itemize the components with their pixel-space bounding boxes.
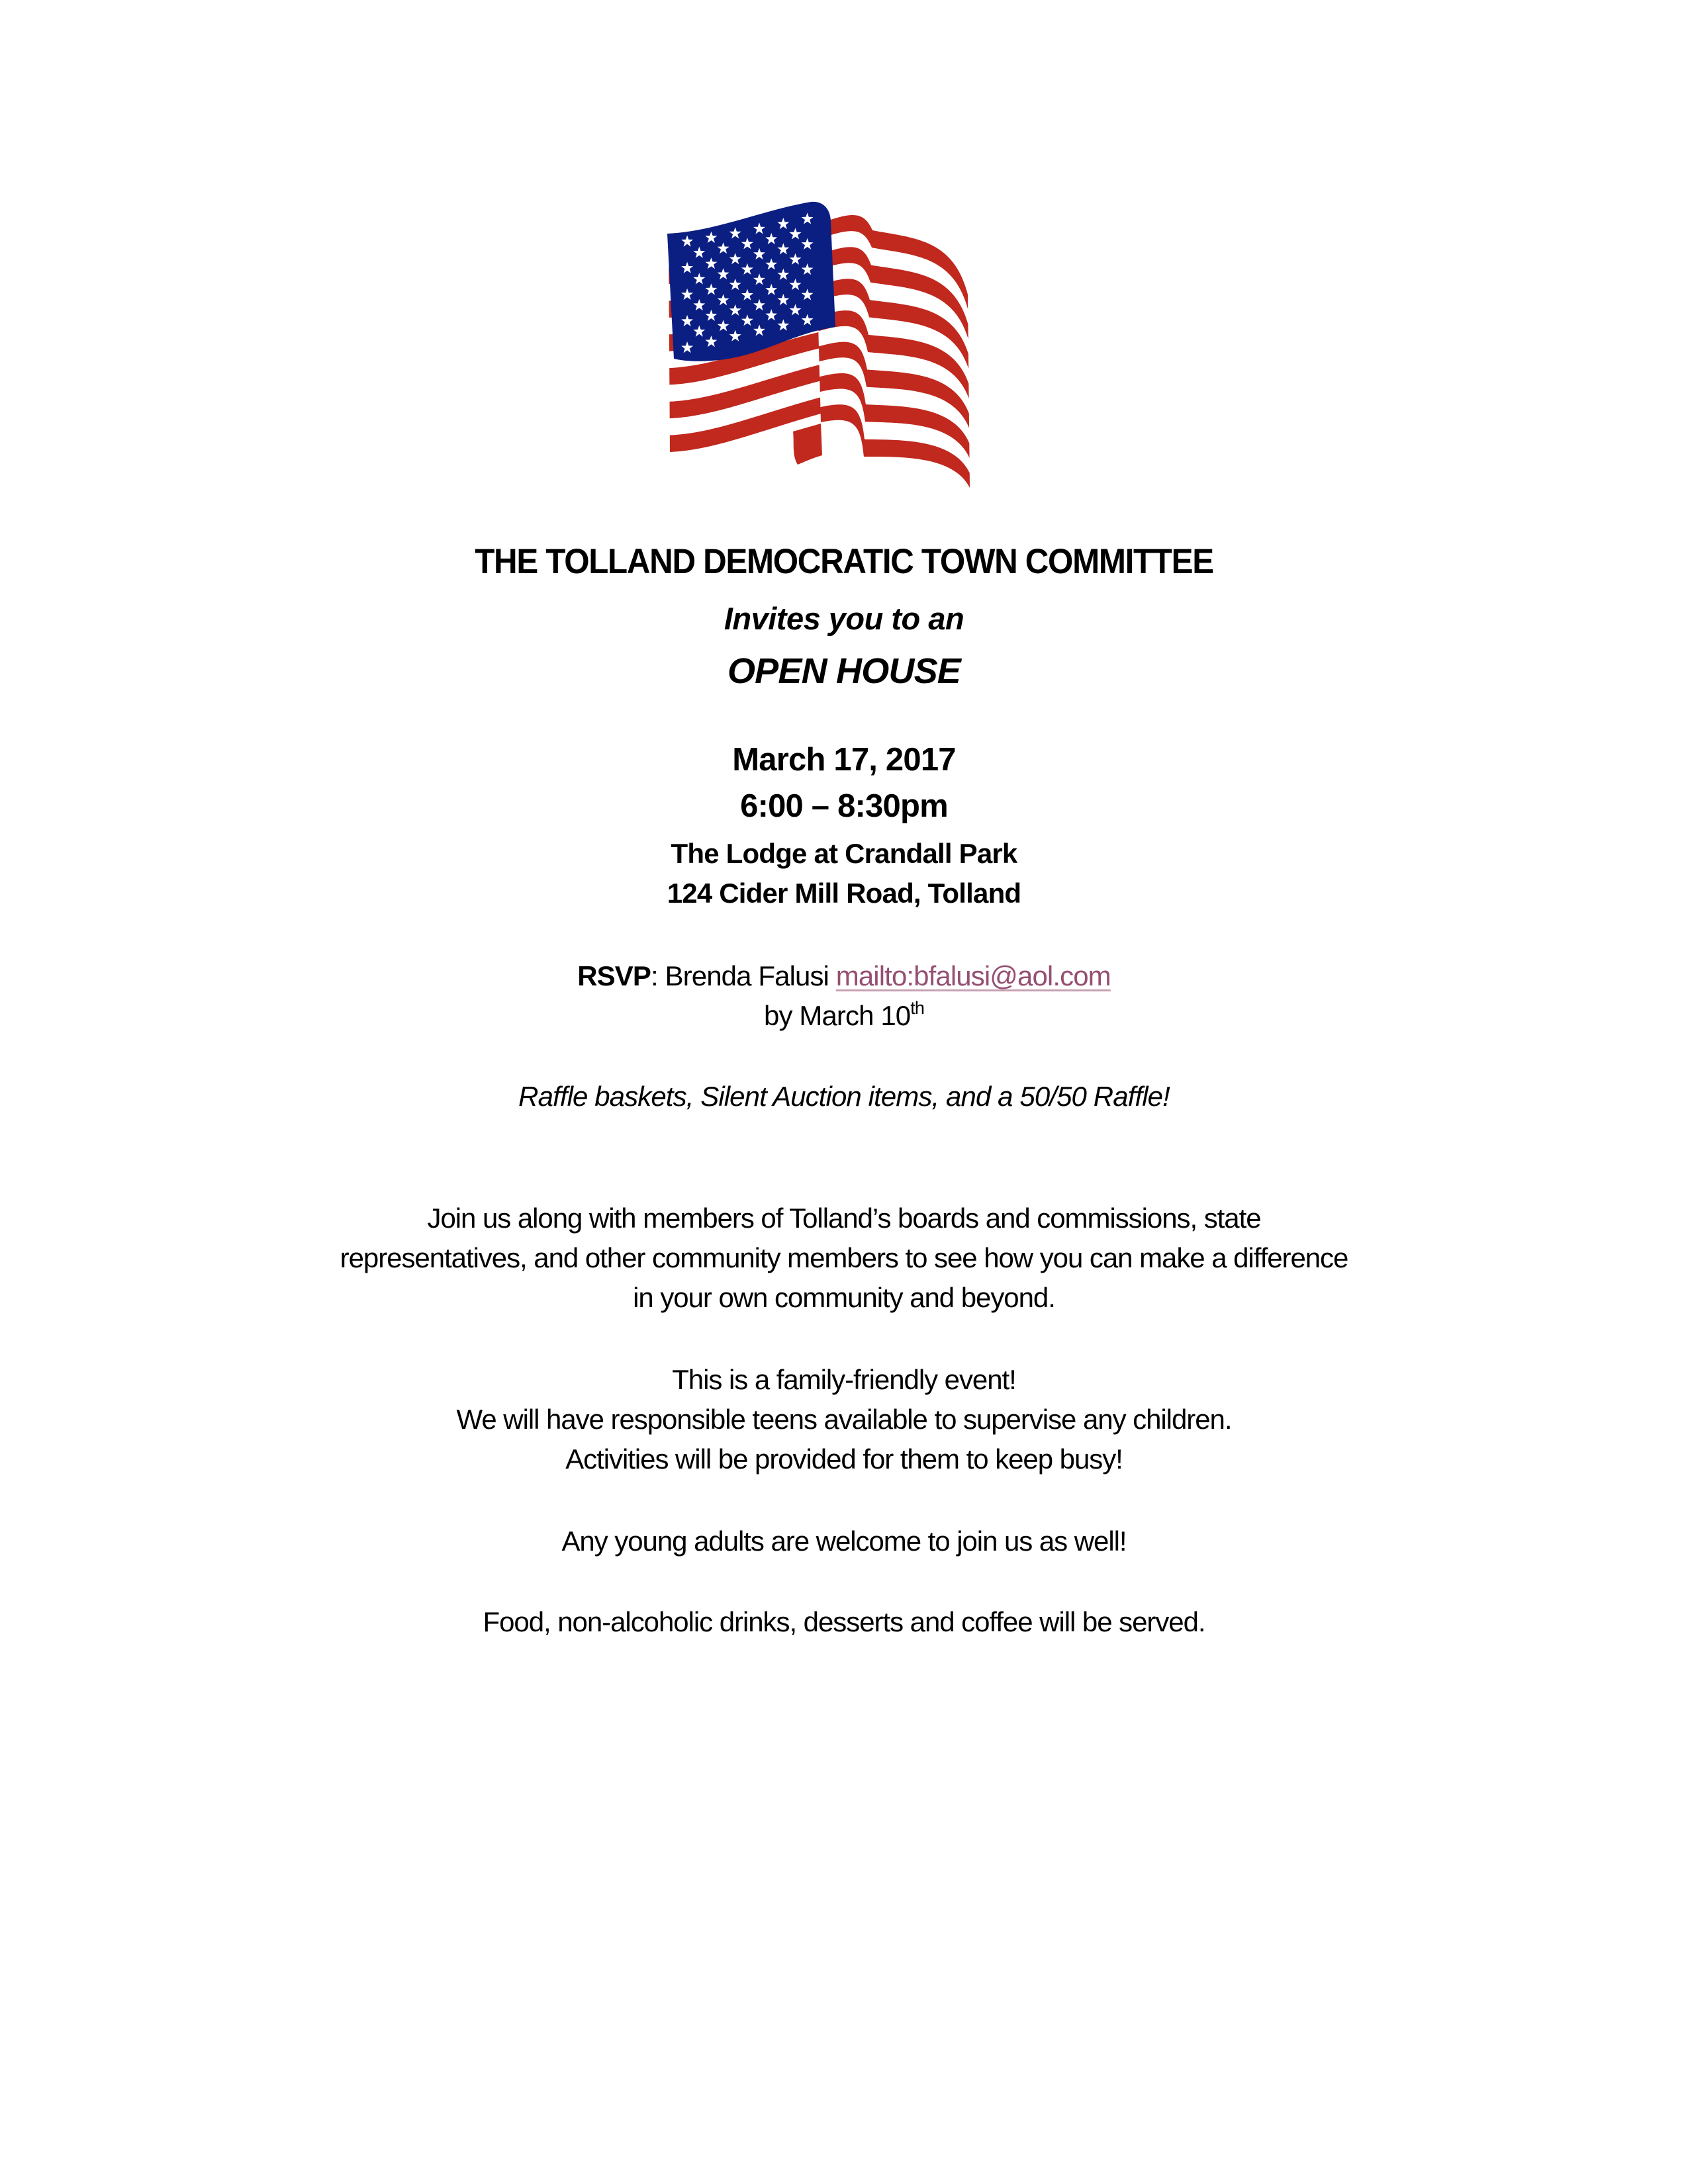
- american-flag-icon: [0, 0, 1688, 529]
- rsvp-contact-name: Brenda Falusi: [665, 960, 836, 991]
- rsvp-label: RSVP: [577, 960, 651, 991]
- paragraph-line: This is a family-friendly event!: [672, 1364, 1016, 1395]
- event-venue: The Lodge at Crandall Park: [671, 838, 1017, 869]
- event-address: 124 Cider Mill Road, Tolland: [667, 878, 1021, 909]
- rsvp-deadline-text: by March 10: [764, 1000, 911, 1031]
- paragraph-line: Any young adults are welcome to join us as well!: [561, 1525, 1127, 1557]
- rsvp-separator: :: [651, 960, 665, 991]
- flag-right-panel: [816, 215, 970, 488]
- rsvp-email-link[interactable]: mailto:bfalusi@aol.com: [835, 960, 1111, 991]
- rsvp-deadline: [0, 1000, 1688, 1032]
- committee-title: THE TOLLAND DEMOCRATIC TOWN COMMITTEE: [475, 542, 1213, 581]
- highlights-line: Raffle baskets, Silent Auction items, and a 50/50 Raffle!: [518, 1081, 1170, 1112]
- rsvp-deadline-ordinal: th: [910, 998, 924, 1018]
- paragraph-line: Activities will be provided for them to keep busy!: [565, 1443, 1123, 1475]
- paragraph-line: in your own community and beyond.: [633, 1282, 1055, 1313]
- paragraph-line: representatives, and other community members to see how you can make a difference: [340, 1242, 1348, 1273]
- rsvp-line: [0, 960, 1688, 992]
- paragraph-line: We will have responsible teens available to supervise any children.: [456, 1404, 1232, 1435]
- event-type-heading: OPEN HOUSE: [727, 651, 961, 691]
- event-date: March 17, 2017: [732, 742, 956, 778]
- paragraph-line: Food, non-alcoholic drinks, desserts and coffee will be served.: [483, 1606, 1205, 1637]
- event-time: 6:00 – 8:30pm: [740, 788, 948, 824]
- invites-subtitle: Invites you to an: [724, 601, 964, 636]
- paragraph-line: Join us along with members of Tolland’s boards and commissions, state: [427, 1203, 1261, 1234]
